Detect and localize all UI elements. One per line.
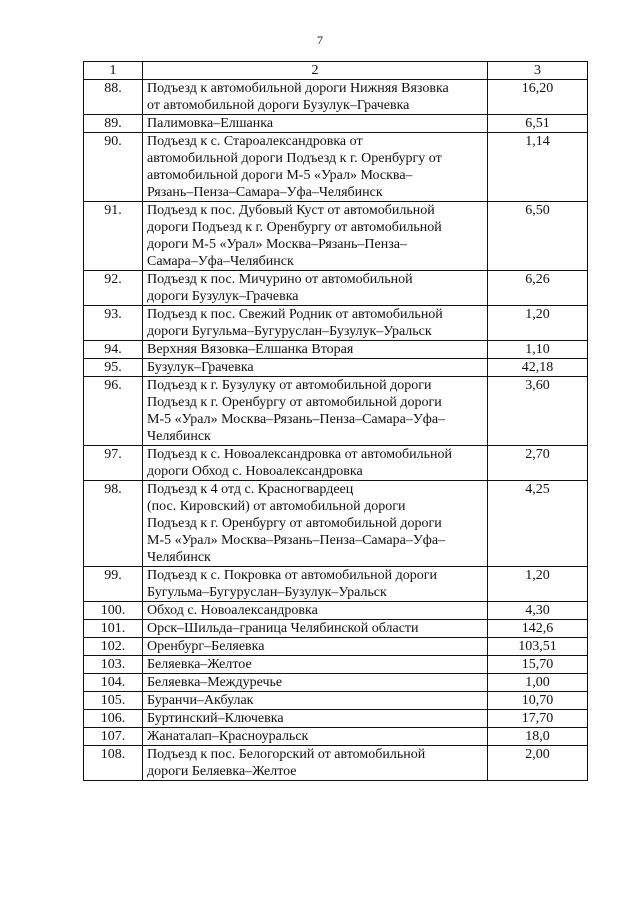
row-number: 108. (84, 746, 143, 781)
header-name: 2 (143, 62, 488, 80)
row-number: 100. (84, 602, 143, 620)
road-length: 1,10 (488, 341, 588, 359)
row-number: 99. (84, 567, 143, 602)
road-length: 1,00 (488, 674, 588, 692)
row-number: 98. (84, 481, 143, 567)
road-name: Подъезд к с. Новоалександровка от автомобильной дороги Обход с. Новоалександровка (143, 446, 488, 481)
row-number: 92. (84, 271, 143, 306)
table-row (84, 341, 588, 359)
table-row (84, 271, 588, 306)
row-number: 88. (84, 80, 143, 115)
road-name: Жанаталап–Красноуральск (143, 728, 488, 746)
row-number: 105. (84, 692, 143, 710)
road-name: Буранчи–Акбулак (143, 692, 488, 710)
row-number: 93. (84, 306, 143, 341)
road-length: 6,50 (488, 202, 588, 271)
row-number: 106. (84, 710, 143, 728)
road-name: Подъезд к с. Староалександровка от автомобильной дороги Подъезд к г. Оренбургу от автомобильной дороги М-5 «Урал» Москва– Рязань–Пенза–Самара–Уфа–Челябинск (143, 133, 488, 202)
table-body (84, 80, 588, 781)
table-row (84, 656, 588, 674)
road-length: 4,25 (488, 481, 588, 567)
road-name: Беляевка–Желтое (143, 656, 488, 674)
table-row (84, 567, 588, 602)
road-name: Буртинский–Ключевка (143, 710, 488, 728)
table-row (84, 710, 588, 728)
table-row (84, 377, 588, 446)
road-length: 18,0 (488, 728, 588, 746)
road-name: Оренбург–Беляевка (143, 638, 488, 656)
road-length: 142,6 (488, 620, 588, 638)
table-row (84, 306, 588, 341)
roads-table (83, 61, 588, 781)
row-number: 104. (84, 674, 143, 692)
road-name: Палимовка–Елшанка (143, 115, 488, 133)
table-row (84, 602, 588, 620)
table-row (84, 746, 588, 781)
row-number: 94. (84, 341, 143, 359)
road-length: 1,14 (488, 133, 588, 202)
road-name: Подъезд к пос. Свежий Родник от автомобильной дороги Бугульма–Бугуруслан–Бузулук–Уральск (143, 306, 488, 341)
road-length: 16,20 (488, 80, 588, 115)
table-row (84, 728, 588, 746)
road-name: Подъезд к пос. Белогорский от автомобильной дороги Беляевка–Желтое (143, 746, 488, 781)
road-length: 17,70 (488, 710, 588, 728)
row-number: 95. (84, 359, 143, 377)
road-name: Подъезд к с. Покровка от автомобильной дороги Бугульма–Бугуруслан–Бузулук–Уральск (143, 567, 488, 602)
table-row (84, 115, 588, 133)
table-row (84, 202, 588, 271)
row-number: 97. (84, 446, 143, 481)
road-name: Верхняя Вязовка–Елшанка Вторая (143, 341, 488, 359)
road-length: 2,00 (488, 746, 588, 781)
table-row (84, 481, 588, 567)
road-length: 6,51 (488, 115, 588, 133)
header-length: 3 (488, 62, 588, 80)
road-length: 42,18 (488, 359, 588, 377)
table-row (84, 674, 588, 692)
table-header-row (84, 62, 588, 80)
row-number: 91. (84, 202, 143, 271)
table-row (84, 638, 588, 656)
road-length: 1,20 (488, 306, 588, 341)
row-number: 101. (84, 620, 143, 638)
table-row (84, 620, 588, 638)
table-row (84, 446, 588, 481)
road-length: 103,51 (488, 638, 588, 656)
table-row (84, 80, 588, 115)
road-name: Подъезд к автомобильной дороги Нижняя Вязовка от автомобильной дороги Бузулук–Грачевка (143, 80, 488, 115)
row-number: 103. (84, 656, 143, 674)
road-length: 6,26 (488, 271, 588, 306)
road-name: Беляевка–Междуречье (143, 674, 488, 692)
road-name: Обход с. Новоалександровка (143, 602, 488, 620)
header-number: 1 (84, 62, 143, 80)
road-length: 3,60 (488, 377, 588, 446)
table-row (84, 133, 588, 202)
road-length: 1,20 (488, 567, 588, 602)
row-number: 90. (84, 133, 143, 202)
page-number: 7 (317, 33, 323, 47)
road-name: Орск–Шильда–граница Челябинской области (143, 620, 488, 638)
road-length: 15,70 (488, 656, 588, 674)
table-row (84, 359, 588, 377)
row-number: 96. (84, 377, 143, 446)
road-name: Подъезд к 4 отд с. Красногвардеец (пос. Кировский) от автомобильной дороги Подъезд к г. Оренбургу от автомобильной дороги М-5 «Урал» Москва–Рязань–Пенза–Самара–Уфа– Челябинск (143, 481, 488, 567)
road-name: Подъезд к пос. Дубовый Куст от автомобильной дороги Подъезд к г. Оренбургу от автомобильной дороги М-5 «Урал» Москва–Рязань–Пенза– Самара–Уфа–Челябинск (143, 202, 488, 271)
row-number: 102. (84, 638, 143, 656)
road-name: Подъезд к пос. Мичурино от автомобильной дороги Бузулук–Грачевка (143, 271, 488, 306)
table-row (84, 692, 588, 710)
row-number: 89. (84, 115, 143, 133)
road-name: Подъезд к г. Бузулуку от автомобильной дороги Подъезд к г. Оренбургу от автомобильной дороги М-5 «Урал» Москва–Рязань–Пенза–Самара–Уфа– Челябинск (143, 377, 488, 446)
road-length: 10,70 (488, 692, 588, 710)
road-name: Бузулук–Грачевка (143, 359, 488, 377)
road-length: 2,70 (488, 446, 588, 481)
row-number: 107. (84, 728, 143, 746)
road-length: 4,30 (488, 602, 588, 620)
